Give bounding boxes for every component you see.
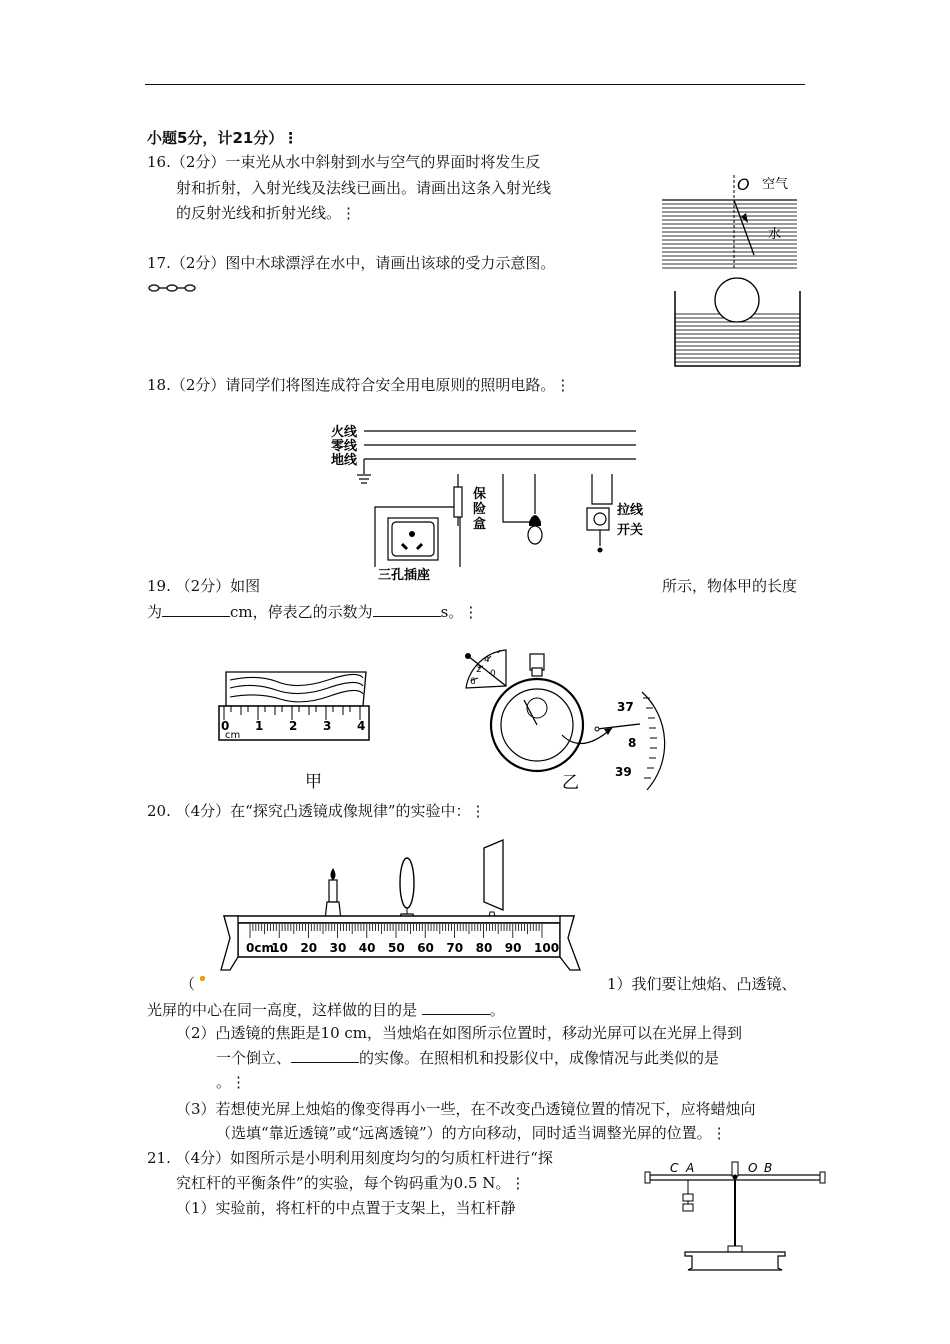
section-header: 小题5分，计21分）⋮ [147, 129, 299, 147]
q20-p1c: 光屏的中心在同一高度，这样做的目的是 [147, 1001, 418, 1019]
switch-label-1: 拉线 [617, 503, 644, 518]
q21-line3: （1）实验前，将杠杆的中点置于支架上，当杠杆静 [176, 1199, 516, 1217]
lever-label-c: C [670, 1161, 679, 1175]
candle [329, 880, 337, 902]
bench-scale-label: 10 [271, 941, 288, 955]
q20-p1b: 1）我们要让烛焰、凸透镜、 [607, 975, 797, 993]
light-screen [484, 840, 503, 910]
bench-scale-label: 80 [475, 941, 493, 955]
label-jia: 甲 [305, 772, 322, 792]
label-yi: 乙 [562, 773, 579, 793]
q19-ruler-figure [218, 670, 378, 795]
q20-p2a: （2）凸透镜的焦距是10 cm，当烛焰在如图所示位置时，移动光屏可以在光屏上得到 [176, 1024, 743, 1042]
q19-line1a: 19. （2分）如图 [147, 577, 261, 595]
lever-label-o: O [748, 1161, 758, 1175]
q17-decoration [147, 282, 202, 294]
fuse-label-1: 保 [473, 487, 487, 502]
wood-ball [715, 278, 759, 322]
q16-line2: 射和折射，入射光线及法线已画出。请画出这条入射光线 [176, 179, 552, 197]
q20-p2b: 一个倒立、 [216, 1049, 292, 1067]
q19-line2a: 为 [147, 603, 163, 621]
socket-label: 三孔插座 [378, 568, 431, 583]
ruler-unit: cm [225, 730, 241, 741]
ruler-tick-0: 0 [221, 719, 230, 733]
ruler-tick-3: 3 [323, 719, 332, 733]
ruler-tick-4: 4 [357, 719, 366, 733]
ruler-tick-2: 2 [289, 719, 298, 733]
q18-circuit-figure [330, 422, 650, 582]
lever-label-b: B [764, 1161, 773, 1175]
ruler-tick-1: 1 [255, 719, 264, 733]
bench-scale-label: 20 [300, 941, 318, 955]
q20-p1a: （ [180, 975, 196, 993]
q17-line1: 17.（2分）图中木球漂浮在水中，请画出该球的受力示意图。 [147, 254, 556, 272]
bench-scale-label: 30 [329, 941, 347, 955]
q21-line1: 21. （4分）如图所示是小明利用刻度均匀的匀质杠杆进行“探 [147, 1149, 553, 1167]
convex-lens [400, 858, 414, 908]
stopwatch-answer-blank[interactable] [373, 602, 441, 617]
q16-line3: 的反射光线和折射光线。⋮ [176, 204, 357, 222]
bench-scale-label: 50 [388, 941, 405, 955]
purpose-answer-blank[interactable] [422, 1000, 490, 1015]
q20-p2d: 。⋮ [216, 1073, 247, 1091]
big-dial-num-39: 39 [615, 765, 632, 779]
image-type-answer-blank[interactable] [291, 1048, 359, 1063]
q21-line2: 究杠杆的平衡条件”的实验，每个钩码重为0.5 N。⋮ [176, 1174, 526, 1192]
air-label: 空气 [762, 177, 789, 192]
live-wire-label: 火线 [331, 425, 358, 440]
bench-scale-label: 100 [534, 941, 560, 955]
bench-scale-label: 90 [504, 941, 522, 955]
q16-line1: 16.（2分）一束光从水中斜射到水与空气的界面时将发生反 [147, 153, 541, 171]
bench-scale-label: 60 [417, 941, 434, 955]
bench-scale-label: 70 [446, 941, 464, 955]
bench-scale-label: 40 [358, 941, 376, 955]
q19-line1b: 所示，物体甲的长度 [662, 577, 798, 595]
q20-p1d: 。 [489, 1001, 505, 1019]
q20-line1: 20. （4分）在“探究凸透镜成像规律”的实验中：⋮ [147, 802, 486, 820]
small-dial-num-0: 0 [490, 669, 496, 679]
q19-line2b: cm，停表乙的示数为 [230, 603, 373, 621]
q16-refraction-figure [662, 170, 802, 270]
q19-stopwatch-figure [462, 640, 672, 805]
small-dial-num-2: 2 [476, 665, 482, 675]
bench-scale-label: 0cm [246, 941, 274, 955]
candle-flame [331, 868, 336, 880]
fuse-label-2: 险 [473, 502, 487, 517]
neutral-wire-label: 零线 [331, 439, 358, 454]
orange-dot [200, 976, 205, 981]
big-dial-num-37: 37 [617, 700, 634, 714]
q20-p3a: （3）若想使光屏上烛焰的像变得再小一些，在不改变凸透镜位置的情况下，应将蜡烛向 [176, 1100, 756, 1118]
small-dial-num-4: 4 [484, 655, 490, 665]
lever-label-a: A [686, 1161, 695, 1175]
ground-wire-label: 地线 [331, 453, 358, 468]
water-label: 水 [768, 227, 782, 242]
q18-line1: 18.（2分）请同学们将图连成符合安全用电原则的照明电路。⋮ [147, 376, 571, 394]
switch-label-2: 开关 [617, 523, 644, 538]
fuse-label-3: 盒 [473, 517, 487, 532]
point-o-label: O [737, 175, 750, 194]
q20-p3b: （选填“靠近透镜”或“远离透镜”）的方向移动，同时适当调整光屏的位置。⋮ [216, 1124, 727, 1142]
q19-line2c: s。⋮ [440, 603, 479, 621]
q20-p2c: 的实像。在照相机和投影仪中，成像情况与此类似的是 [359, 1049, 720, 1067]
q20-optical-bench-figure [220, 838, 590, 970]
q21-lever-figure [640, 1158, 830, 1273]
length-answer-blank[interactable] [162, 602, 230, 617]
small-dial-num-6: 6 [470, 677, 476, 687]
header-rule [145, 84, 805, 85]
q17-floating-ball-figure [674, 279, 804, 369]
big-dial-num-8: 8 [628, 736, 637, 750]
